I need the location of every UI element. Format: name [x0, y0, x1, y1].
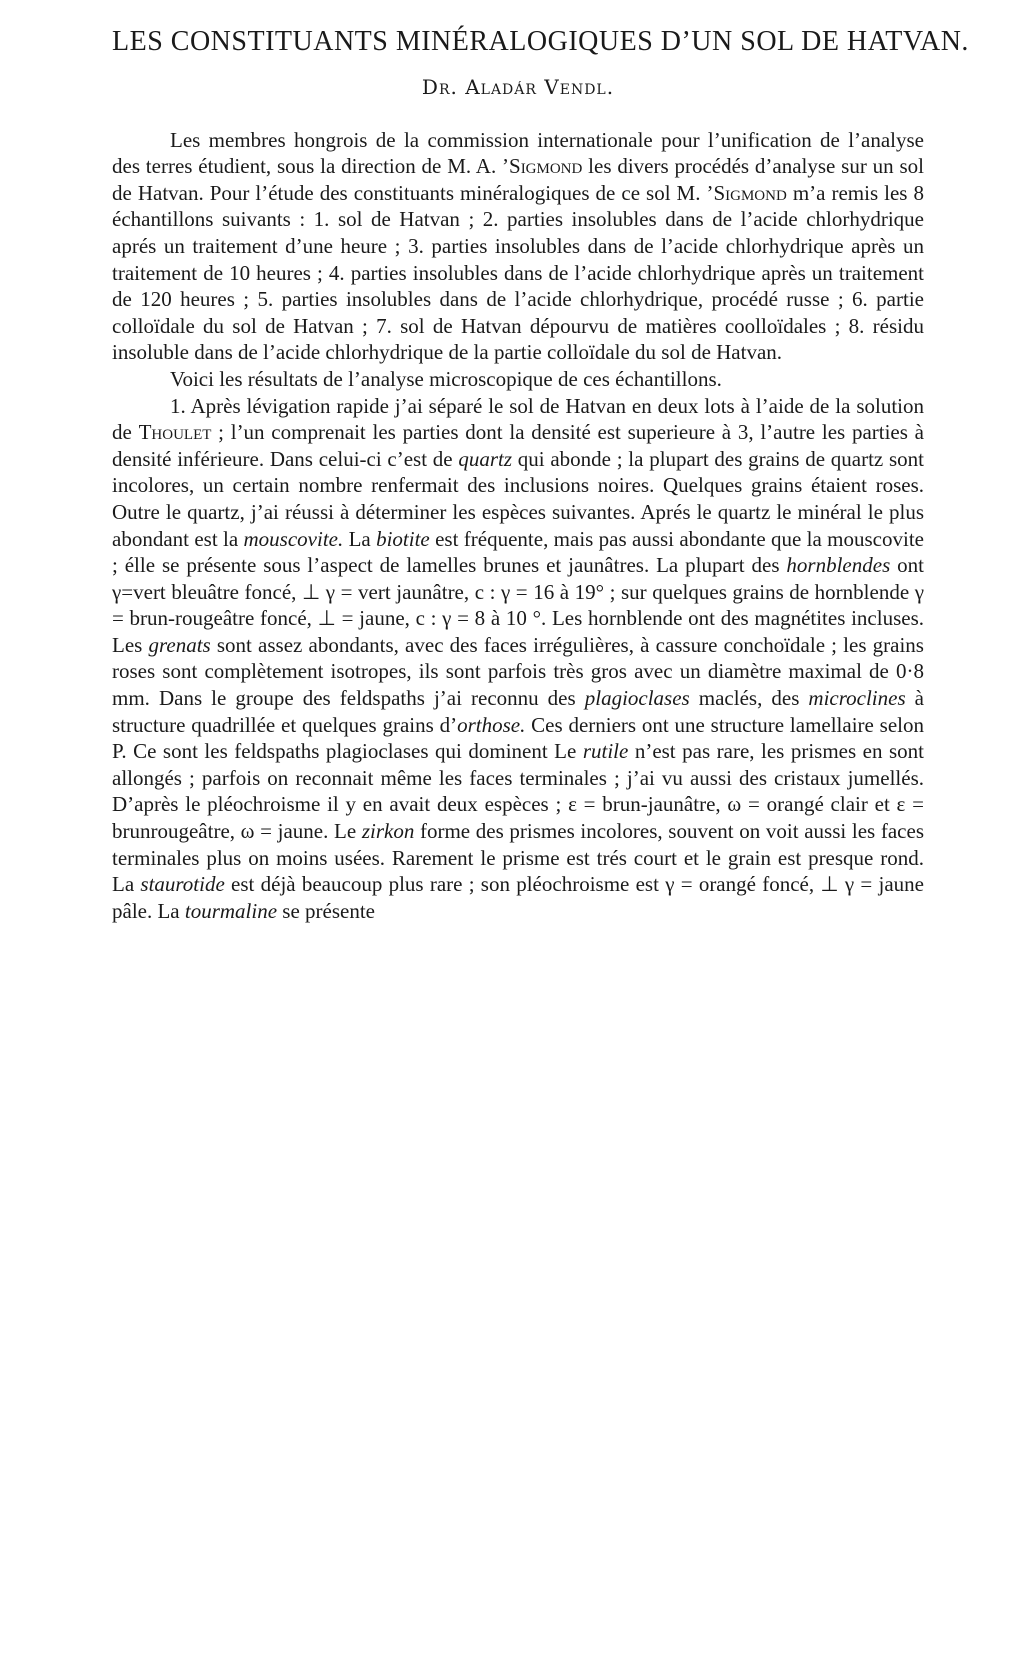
- text-run: à structure quadrillée et quelques grains d’: [112, 686, 924, 737]
- paragraph: [112, 127, 924, 366]
- mineral-term: orthose.: [457, 712, 526, 737]
- text-run: ont γ=vert bleuâtre foncé, ⊥ γ = vert jaunâtre, c : γ = 16 à 19° ; sur quelques grains de hornblende γ = brun-rougeâtre foncé, ⊥ = jaune, c : γ = 8 à 10 °. Les hornblende ont des magnétites incluses. Les: [112, 553, 924, 657]
- author-name: ’Sigmond: [706, 180, 787, 205]
- author-name: Thoulet: [138, 420, 212, 445]
- mineral-term: plagioclases: [584, 686, 690, 711]
- mineral-term: microclines: [808, 686, 906, 711]
- text-run: n’est pas rare, les prismes en sont allongés ; parfois on reconnait même les faces terminales ; j’ai vu aussi des cristaux jumellés. D’après le pléochroisme il y en avait deux espèces ; ε = brun-jaunâtre, ω = orangé clair et ε = brunrougeâtre, ω = jaune. Le: [112, 739, 924, 844]
- text-run: est fréquente, mais pas aussi abondante que la mouscovite ; élle se présente sous l’aspect de lamelles brunes et jaunâtres. La plupart des: [112, 526, 924, 578]
- mineral-term: quartz: [458, 446, 513, 471]
- text-run: La: [343, 526, 377, 551]
- text-run: ; l’un comprenait les parties dont la densité est superieure à 3, l’autre les parties à densité inférieure. Dans celui-ci c’est de: [112, 420, 924, 471]
- text-run: sont assez abondants, avec des faces irrégulières, à cassure conchoïdale ; les grains roses sont complètement isotropes, ils sont parfois très gros avec un diamètre maximal de 0·8 mm. Dans le groupe des feldspaths j’ai reconnu des: [112, 632, 924, 711]
- mineral-term: mouscovite.: [243, 526, 344, 551]
- text-run: m’a remis les 8 échantillons suivants : 1. sol de Hatvan ; 2. parties insolubles dans de l’acide chlorhydrique aprés un traitement d’une heure ; 3. parties insolubles dans de l’acide chlorhydrique après un traitement de 10 heures ; 4. parties insolubles dans de l’acide chlorhydrique après un traitement de 120 heures ; 5. parties insolubles dans de l’acide chlorhydrique, procédé russe ; 6. partie colloïdale du sol de Hatvan ; 7. sol de Hatvan dépourvu de matières coolloïdales ; 8. résidu insoluble dans de l’acide chlorhydrique de la partie colloïdale du sol de Hatvan.: [112, 180, 924, 365]
- mineral-term: tourmaline: [184, 898, 278, 923]
- article-title: LES CONSTITUANTS MINÉRALOGIQUES D’UN SOL DE HATVAN.: [112, 26, 969, 57]
- text-run: forme des prismes incolores, souvent on voit aussi les faces terminales plus on moins usées. Rarement le prisme est trés court et le grain est presque rond. La: [112, 819, 924, 897]
- mineral-term: hornblendes: [786, 553, 891, 578]
- mineral-term: rutile: [582, 739, 629, 764]
- text-run: Voici les résultats de l’analyse microscopique de ces échantillons.: [170, 366, 722, 391]
- mineral-term: staurotide: [140, 872, 225, 897]
- text-run: se présente: [277, 898, 376, 923]
- mineral-term: grenats: [148, 632, 211, 657]
- author-name: ’Sigmond: [502, 154, 583, 179]
- text-run: 1. Après lévigation rapide j’ai séparé le sol de Hatvan en deux lots à l’aide de la solution de: [112, 393, 924, 445]
- paragraph: [112, 366, 924, 393]
- paragraph: [112, 393, 924, 925]
- page: [112, 24, 969, 924]
- text-run: Ces derniers ont une structure lamellaire selon P. Ce sont les feldspaths plagioclases qui dominent Le: [112, 712, 924, 764]
- author-line: Dr. Aladár Vendl.: [421, 75, 615, 99]
- text-run: qui abonde ; la plupart des grains de quartz sont incolores, un certain nombre renfermait des inclusions noires. Quelques grains étaient roses. Outre le quartz, j’ai réussi à déterminer les espèces suivantes. Aprés le quartz le minéral le plus abondant est la: [112, 446, 924, 551]
- mineral-term: zirkon: [361, 819, 415, 844]
- article-body: [112, 127, 924, 925]
- text-run: maclés, des: [689, 686, 809, 711]
- mineral-term: biotite: [376, 526, 430, 551]
- text-run: Les membres hongrois de la commission internationale pour l’unification de l’analyse des terres étudient, sous la direction de M. A.: [112, 127, 924, 179]
- text-run: les divers procédés d’analyse sur un sol de Hatvan. Pour l’étude des constituants minéralogiques de ce sol M.: [112, 154, 924, 205]
- text-run: est déjà beaucoup plus rare ; son pléochroisme est γ = orangé foncé, ⊥ γ = jaune pâle. La: [112, 872, 924, 923]
